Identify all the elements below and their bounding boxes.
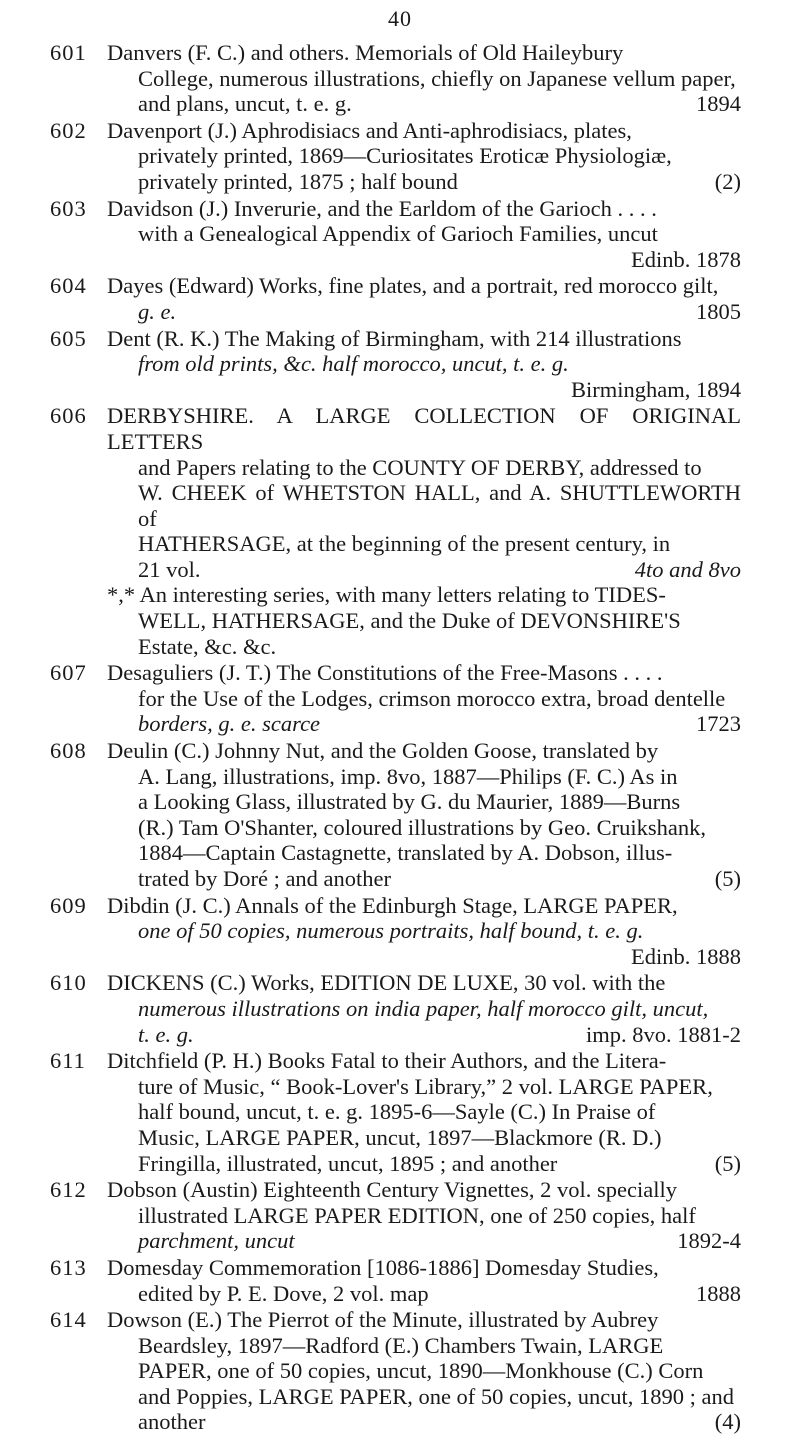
entry-count: (5) <box>714 1150 741 1176</box>
entry-line: Desaguliers (J. T.) The Constitutions of the Free-Masons . . . . <box>107 660 663 686</box>
entry-line: edited by P. E. Dove, 2 vol. map <box>138 1280 429 1306</box>
entry-line-group <box>107 91 741 117</box>
entry-line-group <box>107 169 741 195</box>
entry-line: PAPER, one of 50 copies, uncut, 1890—Monkhouse (C.) Corn <box>138 1358 704 1384</box>
entry-line: parchment, uncut <box>138 1228 295 1254</box>
entry-line: Fringilla, illustrated, uncut, 1895 ; and another <box>138 1150 558 1176</box>
lot-entry-609 <box>0 893 800 970</box>
lot-entry-604 <box>0 273 800 324</box>
lot-number: 602 <box>50 117 87 143</box>
entry-line: Danvers (F. C.) and others. Memorials of Old Haileybury <box>107 40 624 65</box>
lot-number: 610 <box>50 970 87 996</box>
lot-number: 606 <box>50 403 87 429</box>
entry-line: one of 50 copies, numerous portraits, half bound, t. e. g. <box>138 918 644 944</box>
entry-line: another <box>138 1409 206 1435</box>
lot-list <box>0 40 800 1436</box>
entry-line: Ditchfield (P. H.) Books Fatal to their Authors, and the Litera- <box>107 1048 667 1074</box>
entry-line: from old prints, &c. half morocco, uncut, t. e. g. <box>138 351 569 377</box>
lot-entry-607 <box>0 660 800 737</box>
lot-entry-606 <box>0 403 800 659</box>
entry-count: (2) <box>714 168 741 194</box>
entry-line-group <box>107 1409 741 1435</box>
entry-line: ture of Music, “ Book-Lover's Library,” 2 vol. LARGE PAPER, <box>138 1073 713 1099</box>
page-number: 40 <box>388 6 412 31</box>
entry-date: 1723 <box>696 711 741 737</box>
entry-line: privately printed, 1875 ; half bound <box>138 168 458 194</box>
entry-line: borders, g. e. scarce <box>138 711 321 737</box>
lot-number: 613 <box>50 1254 87 1280</box>
entry-line: trated by Doré ; and another <box>138 866 392 891</box>
entry-line: Beardsley, 1897—Radford (E.) Chambers Twain, LARGE <box>138 1332 664 1358</box>
lot-number: 601 <box>50 40 87 65</box>
entry-line: privately printed, 1869—Curiositates Eroticæ Physiologiæ, <box>138 143 672 169</box>
entry-line: Dent (R. K.) The Making of Birmingham, with 214 illustrations <box>107 325 682 351</box>
entry-note-line: Estate, &c. &c. <box>138 633 277 659</box>
lot-entry-601 <box>0 40 800 117</box>
entry-line-group <box>107 866 741 892</box>
entry-line: half bound, uncut, t. e. g. 1895-6—Sayle (C.) In Praise of <box>138 1099 656 1125</box>
entry-date: 1894 <box>696 91 741 117</box>
lot-entry-605 <box>0 326 800 403</box>
entry-line: HATHERSAGE, at the beginning of the present century, in <box>138 531 671 557</box>
entry-line: A. Lang, illustrations, imp. 8vo, 1887—Philips (F. C.) As in <box>138 763 678 789</box>
entry-line: a Looking Glass, illustrated by G. du Maurier, 1889—Burns <box>138 789 681 815</box>
lot-entry-608 <box>0 738 800 892</box>
entry-line: t. e. g. <box>138 1021 194 1047</box>
entry-line-group <box>107 1022 741 1048</box>
entry-line: College, numerous illustrations, chiefly on Japanese vellum paper, <box>138 65 736 91</box>
entry-date: 1892-4 <box>677 1228 741 1254</box>
entry-line: Domesday Commemoration [1086-1886] Domesday Studies, <box>107 1254 659 1280</box>
entry-line: Davenport (J.) Aphrodisiacs and Anti-aphrodisiacs, plates, <box>107 117 632 143</box>
entry-line: DERBYSHIRE. A LARGE COLLECTION OF ORIGINAL LETTERS <box>107 403 741 454</box>
lot-number: 604 <box>50 273 87 299</box>
entry-date: imp. 8vo. 1881-2 <box>586 1021 741 1047</box>
lot-entry-613 <box>0 1255 800 1306</box>
entry-line: DICKENS (C.) Works, EDITION DE LUXE, 30 vol. with the <box>107 970 666 996</box>
lot-number: 605 <box>50 325 87 351</box>
entry-imprint: Edinb. 1878 <box>631 246 741 272</box>
entry-count: (4) <box>714 1409 741 1435</box>
entry-line: g. e. <box>138 298 177 324</box>
entry-imprint: Birmingham, 1894 <box>571 376 741 402</box>
lot-number: 603 <box>50 195 87 221</box>
entry-line: with a Genealogical Appendix of Garioch Families, uncut <box>138 221 658 247</box>
entry-line-group <box>107 1281 741 1307</box>
entry-note-line: *,* An interesting series, with many letters relating to TIDES- <box>107 582 666 608</box>
entry-count: (5) <box>714 866 741 891</box>
entry-format: 4to and 8vo <box>634 556 741 582</box>
entry-line: Dowson (E.) The Pierrot of the Minute, illustrated by Aubrey <box>107 1307 659 1333</box>
entry-date: 1805 <box>696 298 741 324</box>
entry-line: Deulin (C.) Johnny Nut, and the Golden Goose, translated by <box>107 738 659 764</box>
entry-date: 1888 <box>696 1280 741 1306</box>
entry-note-line: WELL, HATHERSAGE, and the Duke of DEVONSHIRE'S <box>138 608 681 634</box>
lot-number: 609 <box>50 892 87 918</box>
lot-number: 614 <box>50 1307 87 1333</box>
entry-line: and plans, uncut, t. e. g. <box>138 91 352 117</box>
lot-entry-611 <box>0 1048 800 1176</box>
lot-number: 607 <box>50 660 87 686</box>
entry-line: and Poppies, LARGE PAPER, one of 50 copies, uncut, 1890 ; and <box>138 1383 735 1409</box>
entry-line: 1884—Captain Castagnette, translated by A. Dobson, illus- <box>138 840 673 866</box>
entry-line: illustrated LARGE PAPER EDITION, one of 250 copies, half <box>138 1202 696 1228</box>
entry-line: Music, LARGE PAPER, uncut, 1897—Blackmore (R. D.) <box>138 1124 662 1150</box>
entry-line: Davidson (J.) Inverurie, and the Earldom of the Garioch . . . . <box>107 195 657 221</box>
entry-line: (R.) Tam O'Shanter, coloured illustrations by Geo. Cruikshank, <box>138 814 706 840</box>
entry-line: Dayes (Edward) Works, fine plates, and a portrait, red morocco gilt, <box>107 273 719 299</box>
lot-entry-614 <box>0 1307 800 1435</box>
entry-line-group <box>107 557 741 583</box>
lot-entry-603 <box>0 196 800 273</box>
entry-line: for the Use of the Lodges, crimson morocco extra, broad dentelle <box>138 685 726 711</box>
lot-number: 611 <box>50 1048 86 1074</box>
entry-line: 21 vol. <box>138 556 201 582</box>
entry-line: W. CHEEK of WHETSTON HALL, and A. SHUTTLEWORTH of <box>138 480 741 531</box>
entry-line-group <box>107 1228 741 1254</box>
entry-line-group <box>107 299 741 325</box>
lot-entry-612 <box>0 1177 800 1254</box>
entry-line: Dibdin (J. C.) Annals of the Edinburgh Stage, LARGE PAPER, <box>107 892 678 918</box>
lot-number: 608 <box>50 738 87 764</box>
lot-number: 612 <box>50 1177 87 1203</box>
entry-line: Dobson (Austin) Eighteenth Century Vignettes, 2 vol. specially <box>107 1177 678 1203</box>
lot-entry-610 <box>0 970 800 1047</box>
entry-line: numerous illustrations on india paper, half morocco gilt, uncut, <box>138 995 709 1021</box>
lot-entry-602 <box>0 118 800 195</box>
entry-line-group <box>107 711 741 737</box>
entry-imprint: Edinb. 1888 <box>631 943 741 969</box>
entry-line: and Papers relating to the COUNTY OF DERBY, addressed to <box>138 454 702 480</box>
entry-line-group <box>107 1151 741 1177</box>
